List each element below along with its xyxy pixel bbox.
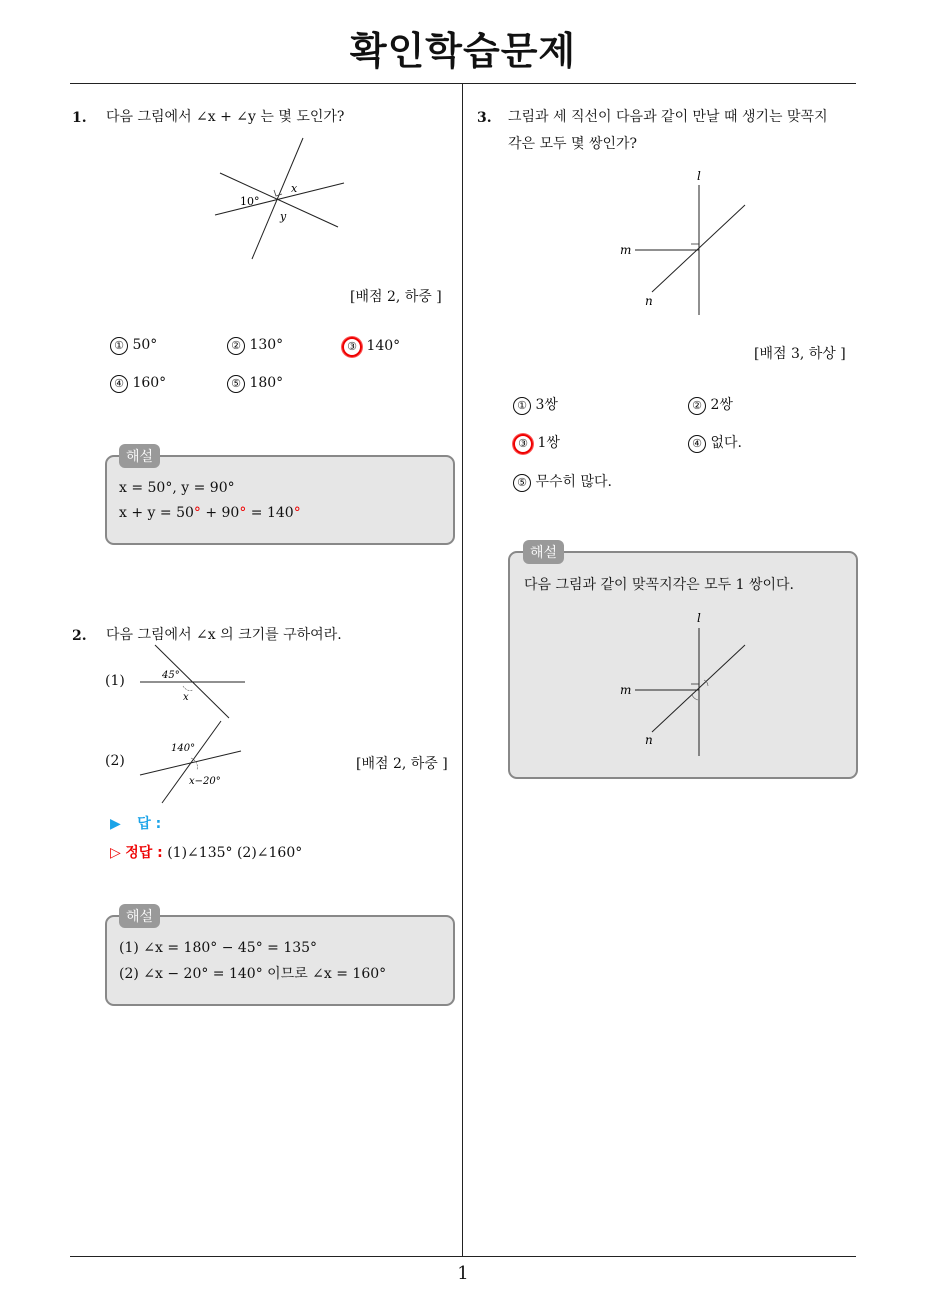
q3-solution-tag: 해설 bbox=[523, 540, 564, 564]
q1-choice-3[interactable] bbox=[342, 337, 400, 357]
choice-mark: ② bbox=[227, 337, 245, 355]
q1-angle-label: 10° bbox=[240, 195, 260, 208]
choice-mark: ① bbox=[110, 337, 128, 355]
q1-number: 1. bbox=[72, 110, 87, 126]
choice-mark: ③ bbox=[513, 434, 533, 454]
q3s-label-l: l bbox=[697, 611, 701, 625]
q3-label-l: l bbox=[697, 169, 701, 183]
q1-choice-1[interactable] bbox=[110, 337, 157, 355]
choice-label: 50° bbox=[132, 337, 158, 353]
q1-choice-2[interactable] bbox=[227, 337, 283, 355]
q1-figure bbox=[210, 135, 355, 265]
choice-label: 160° bbox=[132, 375, 167, 391]
answer-label: 답 : bbox=[137, 816, 162, 832]
q2-figure-2 bbox=[135, 718, 250, 806]
answer-arrow-icon: ▶ bbox=[110, 816, 121, 832]
choice-label: 180° bbox=[249, 375, 284, 391]
q3-choice-2[interactable] bbox=[688, 394, 733, 415]
choice-label: 130° bbox=[249, 337, 284, 353]
q2-solution-box bbox=[105, 915, 455, 1006]
correct-value: (1)∠135° (2)∠160° bbox=[167, 845, 303, 861]
choice-mark: ⑤ bbox=[513, 474, 531, 492]
q1-sol-line1: x = 50°, y = 90° bbox=[119, 480, 235, 496]
page-number: 1 bbox=[457, 1263, 469, 1284]
q3-choice-3[interactable] bbox=[513, 432, 560, 454]
q2f2-angle-arc bbox=[191, 758, 197, 770]
q1-meta: [배점 2, 하중 ] bbox=[350, 289, 442, 305]
q2f1-x-label: x bbox=[183, 692, 189, 703]
q2-number: 2. bbox=[72, 628, 87, 644]
q2-sol-line1: (1) ∠x = 180° − 45° = 135° bbox=[119, 940, 318, 956]
choice-label: 없다. bbox=[710, 435, 742, 451]
q2f1-angle-label: 45° bbox=[162, 670, 180, 681]
q2-sub2-label: (2) bbox=[105, 753, 125, 769]
header-divider bbox=[70, 83, 856, 84]
choice-mark: ⑤ bbox=[227, 375, 245, 393]
q3-label-m: m bbox=[620, 243, 632, 257]
q2f2-line-b bbox=[162, 721, 221, 803]
q2f1-angle-arc bbox=[183, 686, 193, 691]
q3-choice-1[interactable] bbox=[513, 394, 558, 415]
choice-label: 1쌍 bbox=[537, 435, 560, 451]
choice-mark: ④ bbox=[688, 435, 706, 453]
q2-meta: [배점 2, 하중 ] bbox=[356, 756, 448, 772]
q2-figure-1 bbox=[135, 640, 250, 722]
correct-label: 정답 : bbox=[125, 845, 163, 861]
q2-answer-row bbox=[110, 813, 161, 833]
choice-label: 3쌍 bbox=[535, 397, 558, 413]
q1-choice-4[interactable] bbox=[110, 375, 166, 393]
q1-text: 다음 그림에서 ∠x + ∠y 는 몇 도인가? bbox=[106, 109, 345, 125]
choice-label: 2쌍 bbox=[710, 397, 733, 413]
q1-solution-tag: 해설 bbox=[119, 444, 160, 468]
q2f2-expr-label: x−20° bbox=[189, 776, 221, 787]
correct-arrow-icon: ▷ bbox=[110, 845, 121, 861]
q1-line-b bbox=[220, 173, 338, 227]
q2f2-angle-label: 140° bbox=[171, 743, 196, 754]
q3-solution-box bbox=[508, 551, 858, 779]
column-divider bbox=[462, 84, 463, 1256]
q3-choice-5[interactable] bbox=[513, 471, 612, 492]
q1-x-label: x bbox=[291, 182, 298, 195]
page-title: 확인학습문제 bbox=[349, 29, 577, 73]
q2-sub1-label: (1) bbox=[105, 673, 125, 689]
q1-line-a bbox=[252, 138, 303, 259]
choice-label: 무수히 많다. bbox=[535, 474, 612, 490]
q3s-label-m: m bbox=[620, 683, 632, 697]
choice-mark: ① bbox=[513, 397, 531, 415]
q3s-label-n: n bbox=[645, 733, 653, 747]
q3-number: 3. bbox=[477, 110, 492, 126]
q3-solution-figure bbox=[610, 608, 760, 758]
q1-choice-5[interactable] bbox=[227, 375, 283, 393]
q2-sol-line2: (2) ∠x − 20° = 140° 이므로 ∠x = 160° bbox=[119, 966, 387, 982]
q1-sol-line2: x + y = 50° + 90° = 140° bbox=[119, 505, 301, 521]
choice-mark: ④ bbox=[110, 375, 128, 393]
q2-solution-tag: 해설 bbox=[119, 904, 160, 928]
q3-text-line2: 각은 모두 몇 쌍인가? bbox=[508, 136, 638, 152]
q3-choice-4[interactable] bbox=[688, 432, 742, 453]
q2-text: 다음 그림에서 ∠x 의 크기를 구하여라. bbox=[106, 627, 342, 643]
q3s-angle-arc-bottom bbox=[692, 695, 698, 700]
choice-mark: ② bbox=[688, 397, 706, 415]
choice-mark: ③ bbox=[342, 337, 362, 357]
q2-correct-row bbox=[110, 842, 302, 862]
q3-figure bbox=[615, 165, 755, 320]
q3-label-n: n bbox=[645, 294, 653, 308]
q3-sol-line1: 다음 그림과 같이 맞꼭지각은 모두 1 쌍이다. bbox=[524, 577, 794, 593]
q1-y-label: y bbox=[280, 210, 287, 223]
q3-text-line1: 그림과 세 직선이 다음과 같이 만날 때 생기는 맞꼭지 bbox=[508, 109, 828, 125]
footer-divider bbox=[70, 1256, 856, 1257]
choice-label: 140° bbox=[366, 338, 401, 354]
q3-meta: [배점 3, 하상 ] bbox=[754, 346, 846, 362]
q1-solution-box bbox=[105, 455, 455, 545]
